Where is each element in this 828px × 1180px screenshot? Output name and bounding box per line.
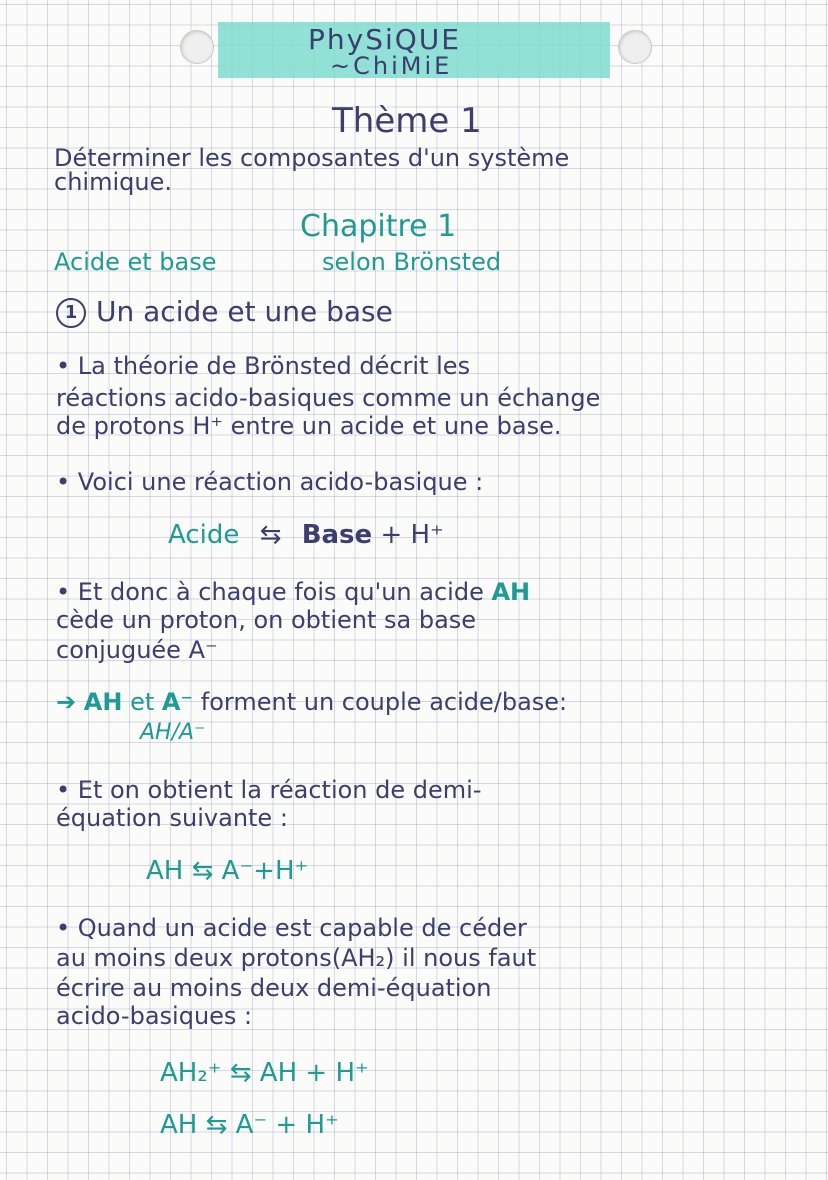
paragraph-3-line-1 [56,580,530,604]
equation-2: AH ⇆ A⁻+H⁺ [146,856,309,886]
equation-1-base: Base [301,520,373,550]
chapter-title: Chapitre 1 [300,209,457,244]
equation-1-acid: Acide [168,520,240,550]
equation-4: AH ⇆ A⁻ + H⁺ [160,1110,339,1140]
theme-description-line2: chimique. [54,168,172,196]
arrow-icon: ➔ [56,688,77,716]
chapter-subtitle-part2: selon Brönsted [322,248,502,276]
paragraph-4-a: A⁻ [161,688,194,716]
paragraph-5-line-2: équation suivante : [56,804,288,832]
paragraph-6-line-1: • Quand un acide est capable de céder [56,914,527,942]
paragraph-3-ah: AH [491,578,531,606]
equation-1-arrow: ⇆ [259,520,282,550]
theme-title: Thème 1 [332,101,482,141]
section-heading [56,295,393,328]
paragraph-1-line-1: • La théorie de Brönsted décrit les [56,352,471,380]
equation-1 [168,522,444,548]
paragraph-6-line-4: acido-basiques : [56,1002,253,1030]
section-number: 1 [56,298,86,328]
paragraph-4-et: et [130,688,155,716]
couple-label: AH/A⁻ [140,720,206,745]
paragraph-6-line-3: écrire au moins deux demi-équation [56,974,492,1002]
equation-1-proton: + H⁺ [380,520,444,550]
subject-title-line1: PhySiQUE [308,23,461,56]
equation-3: AH₂⁺ ⇆ AH + H⁺ [160,1058,369,1088]
subject-title-line2: ~ChiMiE [330,52,453,80]
punch-hole-right [618,30,652,64]
paragraph-5-line-1: • Et on obtient la réaction de demi- [56,776,482,804]
paragraph-4-rest: forment un couple acide/base: [200,688,568,716]
paragraph-4 [56,690,567,714]
section-title: Un acide et une base [96,295,393,328]
paragraph-6-line-2: au moins deux protons(AH₂) il nous faut [56,944,537,972]
paragraph-1-line-3: de protons H⁺ entre un acide et une base. [56,412,562,440]
punch-hole-left [180,30,214,64]
paragraph-3-line-2: cède un proton, on obtient sa base [56,606,477,634]
theme-description-line1: Déterminer les composantes d'un système [54,144,570,172]
paragraph-4-ah: AH [83,688,123,716]
paragraph-2: • Voici une réaction acido-basique : [56,468,484,496]
paragraph-3-line-3: conjuguée A⁻ [56,636,218,664]
paragraph-1-line-2: réactions acido-basiques comme un échange [56,384,601,412]
chapter-subtitle-part1: Acide et base [54,248,217,276]
paragraph-3-line-1-text: • Et donc à chaque fois qu'un acide [56,578,484,606]
